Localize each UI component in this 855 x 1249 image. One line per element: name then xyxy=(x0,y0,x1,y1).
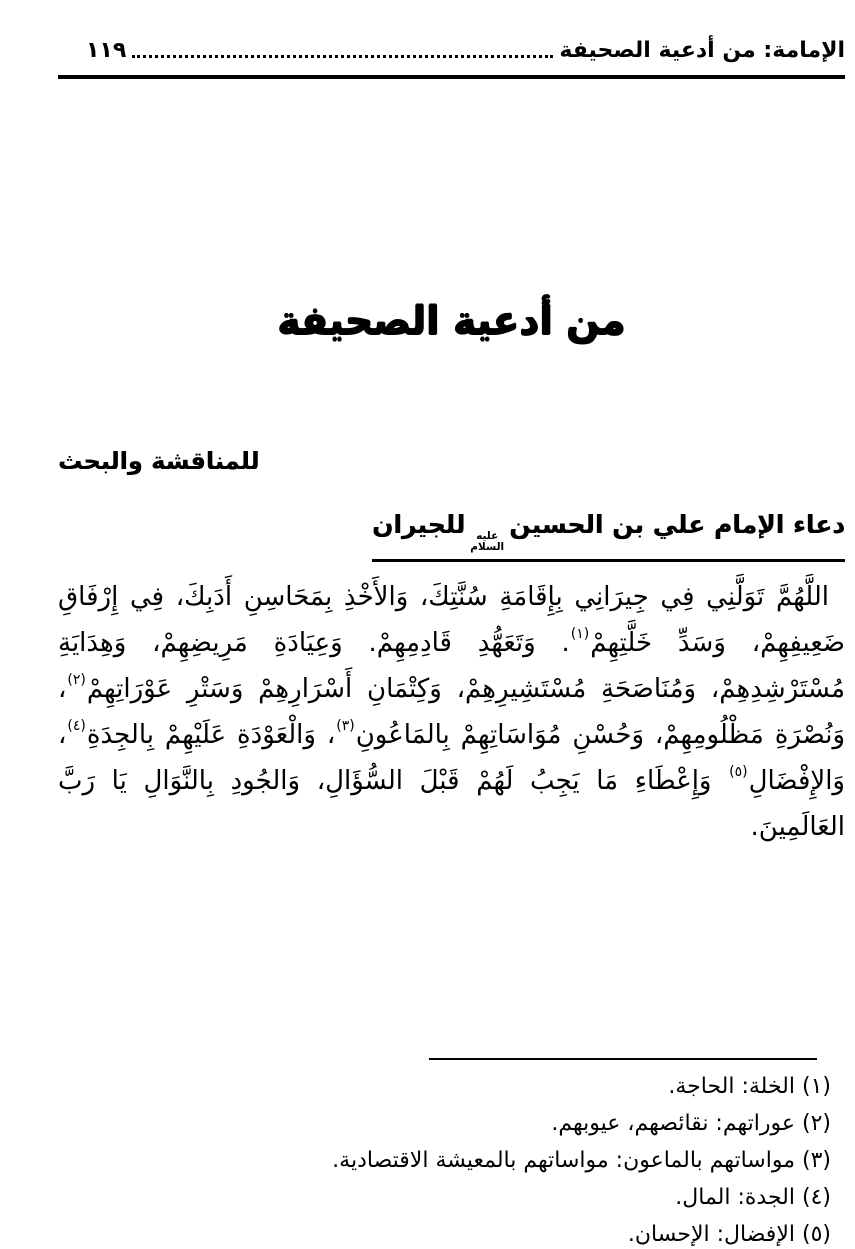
prayer-text-segment: مُسْتَرْشِدِهِمْ، وَمُنَاصَحَةِ مُسْتَشِيرِهِمْ، وَكِتْمَانِ أَسْرَارِهِمْ وَسَتْرِ عَوْرَاتِهِمْ xyxy=(86,674,845,705)
prayer-line xyxy=(58,574,845,620)
footnote-marker: (٤) xyxy=(67,718,86,735)
section-heading-discussion: للمناقشة والبحث xyxy=(58,447,260,475)
footnote-marker: (٥) xyxy=(729,764,748,781)
footnote-marker: (٢) xyxy=(67,672,86,689)
header-rule xyxy=(58,75,845,79)
footnote-item xyxy=(58,1142,831,1179)
page-number: ١١٩ xyxy=(86,38,127,63)
footnote-text: الإفضال: الإحسان. xyxy=(627,1222,795,1248)
footnote-item xyxy=(58,1179,831,1216)
footnote-text: الجدة: المال. xyxy=(675,1185,795,1211)
footnote-item xyxy=(58,1216,831,1249)
footnote-number: (١) xyxy=(801,1074,831,1100)
prayer-heading-text-after: للجيران xyxy=(371,510,466,539)
footnote-number: (٥) xyxy=(801,1222,831,1248)
honorific-bottom-text: السلام xyxy=(470,541,505,554)
footnote-marker: (٣) xyxy=(336,718,355,735)
footnote-number: (٢) xyxy=(801,1111,831,1137)
honorific-top-text: عليه xyxy=(476,530,499,542)
prayer-text xyxy=(58,574,845,850)
prayer-text-segment: اللَّهُمَّ تَوَلَّنِي فِي جِيرَانِي بِإِقَامَةِ سُنَّتِكَ، وَالأَخْذِ بِمَحَاسِنِ أَدَبِكَ، فِي إِرْفَاقِ xyxy=(58,582,829,613)
prayer-heading-underline xyxy=(372,508,845,562)
footnotes-list xyxy=(58,1068,845,1249)
running-header xyxy=(58,36,845,66)
prayer-text-segment: . وَتَعَهُّدِ قَادِمِهِمْ. وَعِيَادَةِ مَرِيضِهِمْ، وَهِدَايَةِ xyxy=(58,628,570,659)
prayer-text-segment: ، xyxy=(58,720,67,751)
prayer-line xyxy=(58,758,845,850)
chapter-title: من أدعية الصحيفة xyxy=(277,299,626,344)
footnote-text: الخلة: الحاجة. xyxy=(668,1074,795,1100)
footnote-text: عوراتهم: نقائصهم، عيوبهم. xyxy=(551,1111,795,1137)
prayer-line xyxy=(58,620,845,666)
prayer-text-segment: وَنُصْرَةِ مَظْلُومِهِمْ، وَحُسْنِ مُوَاسَاتِهِمْ بِالمَاعُونِ xyxy=(355,720,846,751)
footnote-marker: (١) xyxy=(570,626,590,643)
prayer-text-segment: ، وَالْعَوْدَةِ عَلَيْهِمْ بِالجِدَةِ xyxy=(86,720,336,751)
prayer-text-segment: وَالإِفْضَالِ xyxy=(748,766,845,797)
footnote-item xyxy=(58,1105,831,1142)
footnote-text: مواساتهم بالماعون: مواساتهم بالمعيشة الاقتصادية. xyxy=(332,1148,795,1174)
footnote-number: (٣) xyxy=(801,1148,831,1174)
prayer-text-segment: وَإِعْطَاءِ مَا يَجِبُ لَهُمْ قَبْلَ السُّؤَالِ، وَالجُودِ بِالنَّوَالِ يَا رَبَّ العَالَمِينَ. xyxy=(58,766,845,843)
prayer-line xyxy=(58,712,845,758)
prayer-heading xyxy=(58,508,845,562)
prayer-heading-text-before: دعاء الإمام علي بن الحسين xyxy=(509,510,845,539)
dot-leader xyxy=(132,55,553,58)
honorific-alayhissalam-mark xyxy=(470,531,504,553)
prayer-text-segment: ضَعِيفِهِمْ، وَسَدِّ خَلَّتِهِمْ xyxy=(590,628,845,659)
running-header-title: الإمامة: من أدعية الصحيفة xyxy=(559,38,845,63)
footnote-number: (٤) xyxy=(801,1185,831,1211)
footnote-separator xyxy=(429,1058,817,1060)
footnote-item xyxy=(58,1068,831,1105)
prayer-text-segment: ، xyxy=(58,674,67,705)
prayer-line xyxy=(58,666,845,712)
